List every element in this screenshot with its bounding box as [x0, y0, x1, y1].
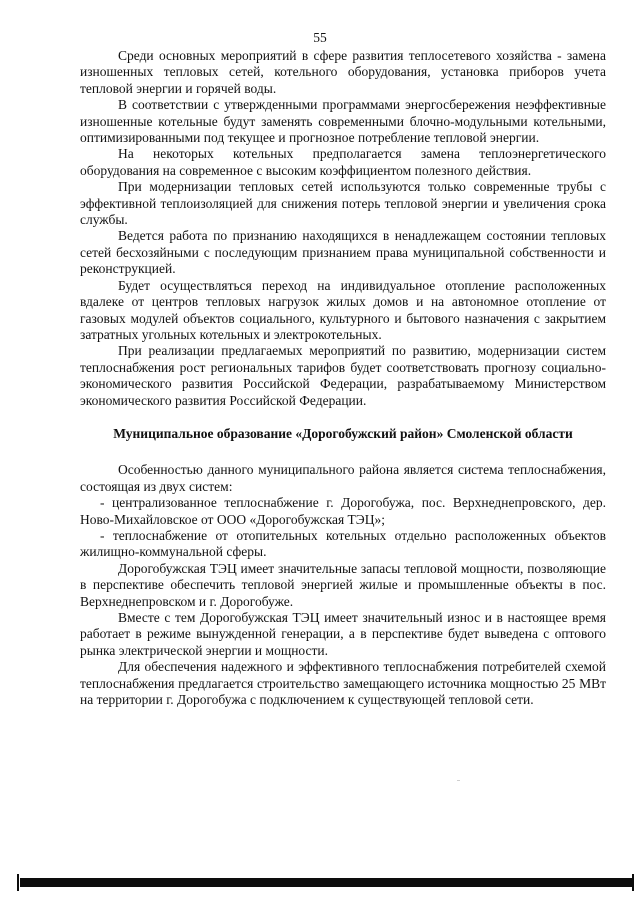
- scan-bar-left-cap: [17, 874, 19, 891]
- paragraph: Ведется работа по признанию находящихся в ненадлежащем состоянии тепловых сетей бесхозяйными с последующим признанием права муниципальной собственности и реконструкцией.: [80, 228, 606, 277]
- paragraph: Вместе с тем Дорогобужская ТЭЦ имеет значительный износ и в настоящее время работает в режиме вынужденной генерации, а в перспективе будет выведена с оптового рынка электрической энергии и мощности.: [80, 610, 606, 658]
- paragraph: Среди основных мероприятий в сфере развития теплосетевого хозяйства - замена изношенных тепловых сетей, котельного оборудования, установка приборов учета тепловой энергии и горячей воды.: [80, 48, 606, 96]
- paragraph: При модернизации тепловых сетей используются только современные трубы с эффективной теплоизоляцией для снижения потерь тепловой энергии и увеличения срока службы.: [80, 179, 606, 228]
- scan-bottom-bar: [20, 878, 632, 887]
- section-heading: Муниципальное образование «Дорогобужский район» Смоленской области: [113, 425, 573, 441]
- paragraph: В соответствии с утвержденными программами энергосбережения неэффективные изношенные котельные будут заменять современными блочно-модульными котельными, оптимизированными под текущее и прогнозное потребление тепловой энергии.: [80, 97, 606, 146]
- section-intro: Особенностью данного муниципального района является система теплоснабжения, состоящая из двух систем:: [80, 462, 606, 494]
- list-item: - теплоснабжение от отопительных котельных отдельно расположенных объектов жилищно-коммунальной сферы.: [80, 527, 606, 560]
- paragraph: Для обеспечения надежного и эффективного теплоснабжения потребителей схемой теплоснабжения предлагается строительство замещающего источника мощностью 25 МВт на территории г. Дорогобужа с подключением к существующей тепловой сети.: [80, 659, 606, 708]
- scan-bar-right-cap: [632, 874, 634, 891]
- paragraph: Будет осуществляться переход на индивидуальное отопление расположенных вдалеке от центров тепловых нагрузок жилых домов и на автономное отопление от газовых модулей объектов социального, культурного и бытового назначения с закрытием затратных угольных котельных и электрокотельных.: [80, 277, 606, 342]
- paragraph: На некоторых котельных предполагается замена теплоэнергетического оборудования на современное с высоким коэффициентом полезного действия.: [80, 146, 606, 178]
- paragraph: Дорогобужская ТЭЦ имеет значительные запасы тепловой мощности, позволяющие в перспективе обеспечить тепловой энергией жилые и промышленные объекты в пос. Верхнеднепровском и г. Дорогобуже.: [80, 560, 606, 609]
- scan-speck: [457, 780, 460, 781]
- paragraph: При реализации предлагаемых мероприятий по развитию, модернизации систем теплоснабжения рост региональных тарифов будет соответствовать прогнозу социально-экономического развития Российской Федерации, разрабатываемому Министерством экономического развития Российской Федерации.: [80, 343, 606, 408]
- list-item: - централизованное теплоснабжение г. Дорогобужа, пос. Верхнеднепровского, дер. Ново-Михайловское от ООО «Дорогобужская ТЭЦ»;: [80, 495, 606, 527]
- page-number: 55: [313, 30, 327, 45]
- document-body: [80, 48, 606, 708]
